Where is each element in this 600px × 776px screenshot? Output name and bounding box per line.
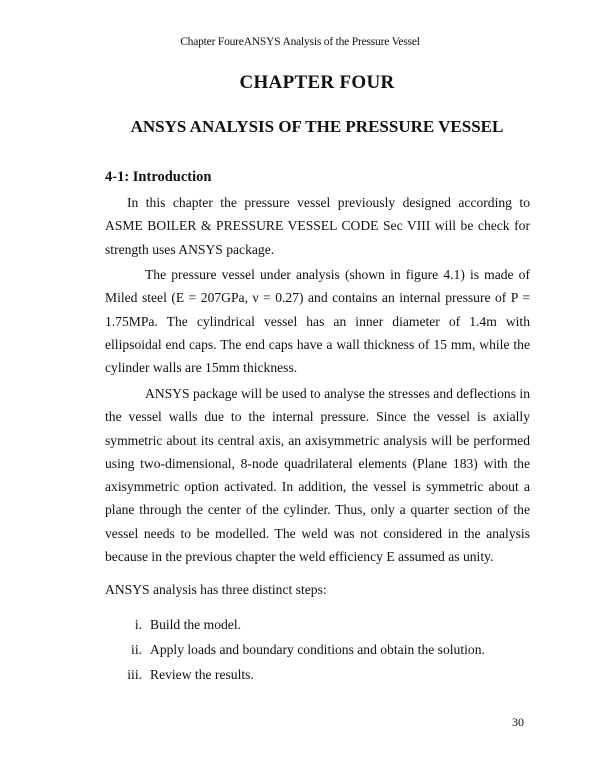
- paragraph-steps-intro: ANSYS analysis has three distinct steps:: [105, 582, 327, 597]
- page-number: 30: [512, 715, 524, 729]
- chapter-subtitle: ANSYS ANALYSIS OF THE PRESSURE VESSEL: [130, 117, 504, 136]
- paragraph-analysis-method: ANSYS package will be used to analyse the stresses and deflections in the vessel walls due to the internal pressure. Since the vessel is axially symmetric about its central axis, an axisymmetric analysis will be performed using two-dimensional, 8-node quadrilateral elements (Plane 183) with the axisymmetric option activated. In addition, the vessel is symmetric about a plane through the center of the cylinder. Thus, only a quarter section of the vessel needs to be modelled. The weld was not considered in the analysis because in the previous chapter the weld efficiency E assumed as unity.: [105, 386, 530, 565]
- paragraph-vessel-description: The pressure vessel under analysis (shown in figure 4.1) is made of Miled steel (E = 207GPa, ν = 0.27) and contains an internal pressure of P = 1.75MPa. The cylindrical vessel has an inner diameter of 1.4m with ellipsoidal end caps. The end caps have a wall thickness of 15 mm, while the cylinder walls are 15mm thickness.: [105, 267, 530, 376]
- list-item: [105, 612, 530, 637]
- list-item: [105, 662, 530, 687]
- steps-list: [105, 612, 530, 687]
- running-header: Chapter FoureANSYS Analysis of the Pressure Vessel: [180, 36, 420, 48]
- list-item-number: i.: [134, 617, 142, 632]
- list-item-text: Apply loads and boundary conditions and obtain the solution.: [150, 642, 485, 657]
- list-item-text: Build the model.: [150, 617, 241, 632]
- section-heading: 4-1: Introduction: [105, 169, 212, 185]
- list-item-text: Review the results.: [150, 667, 254, 682]
- list-item-number: iii.: [127, 667, 142, 682]
- paragraph-intro: In this chapter the pressure vessel previously designed according to ASME BOILER & PRESSURE VESSEL CODE Sec VIII will be check for strength uses ANSYS package.: [105, 195, 530, 257]
- list-item-number: ii.: [131, 642, 142, 657]
- chapter-title: CHAPTER FOUR: [239, 72, 395, 93]
- list-item: [105, 637, 530, 662]
